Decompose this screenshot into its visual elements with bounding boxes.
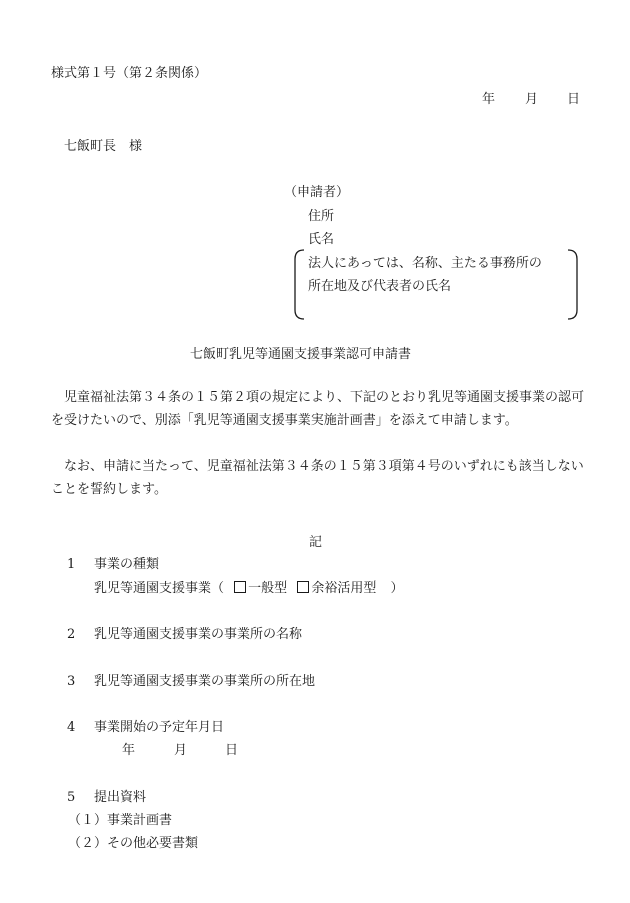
item-4-number: 4: [67, 720, 76, 735]
item-1-title: 事業の種類: [94, 557, 160, 572]
option-surplus-checkbox[interactable]: [297, 581, 309, 593]
left-bracket: [292, 249, 306, 320]
attachment-1: （１）事業計画書: [68, 813, 173, 828]
body-paragraph-1: 児童福祉法第３４条の１５第２項の規定により、下記のとおり乳児等通園支援事業の認可を受けたいので、別添「乳児等通園支援事業実施計画書」を添えて申請します。: [51, 390, 585, 428]
item-3-number: 3: [67, 674, 76, 689]
item-3-title: 乳児等通園支援事業の事業所の所在地: [94, 674, 316, 689]
option-surplus-label: 余裕活用型: [311, 581, 377, 596]
attachment-2: （２）その他必要書類: [68, 836, 199, 851]
name-label: 氏名: [308, 232, 335, 247]
option-general-label: 一般型: [248, 581, 288, 596]
form-number: 様式第１号（第２条関係）: [51, 66, 208, 81]
item-4-month: 月: [174, 743, 188, 758]
item-5-number: 5: [67, 790, 76, 805]
addressee: 七飯町長 様: [64, 139, 143, 154]
item-1-business-type: [94, 581, 403, 595]
date-year-label: 年: [482, 92, 496, 107]
item-4-title: 事業開始の予定年月日: [94, 720, 225, 735]
applicant-note-line2: 所在地及び代表者の氏名: [308, 279, 452, 294]
applicant-note-line1: 法人にあっては、名称、主たる事務所の: [308, 256, 542, 271]
right-bracket: [566, 249, 580, 320]
item-1-suffix: ）: [390, 581, 404, 596]
document-title: 七飯町乳児等通園支援事業認可申請書: [190, 347, 412, 362]
ki-label: 記: [309, 535, 323, 550]
applicant-heading: （申請者）: [284, 185, 350, 200]
item-4-day: 日: [225, 743, 239, 758]
date-month-label: 月: [525, 92, 539, 107]
item-2-number: 2: [67, 627, 76, 642]
item-2-title: 乳児等通園支援事業の事業所の名称: [94, 627, 303, 642]
item-1-number: 1: [67, 557, 76, 572]
date-day-label: 日: [567, 92, 581, 107]
address-label: 住所: [308, 209, 335, 224]
body-paragraph-2: なお、申請に当たって、児童福祉法第３４条の１５第３項第４号のいずれにも該当しないことを誓約します。: [51, 459, 584, 497]
item-1-prefix: 乳児等通園支援事業（: [94, 581, 225, 596]
item-5-title: 提出資料: [94, 790, 147, 805]
option-general-checkbox[interactable]: [234, 581, 246, 593]
item-4-year: 年: [122, 743, 136, 758]
